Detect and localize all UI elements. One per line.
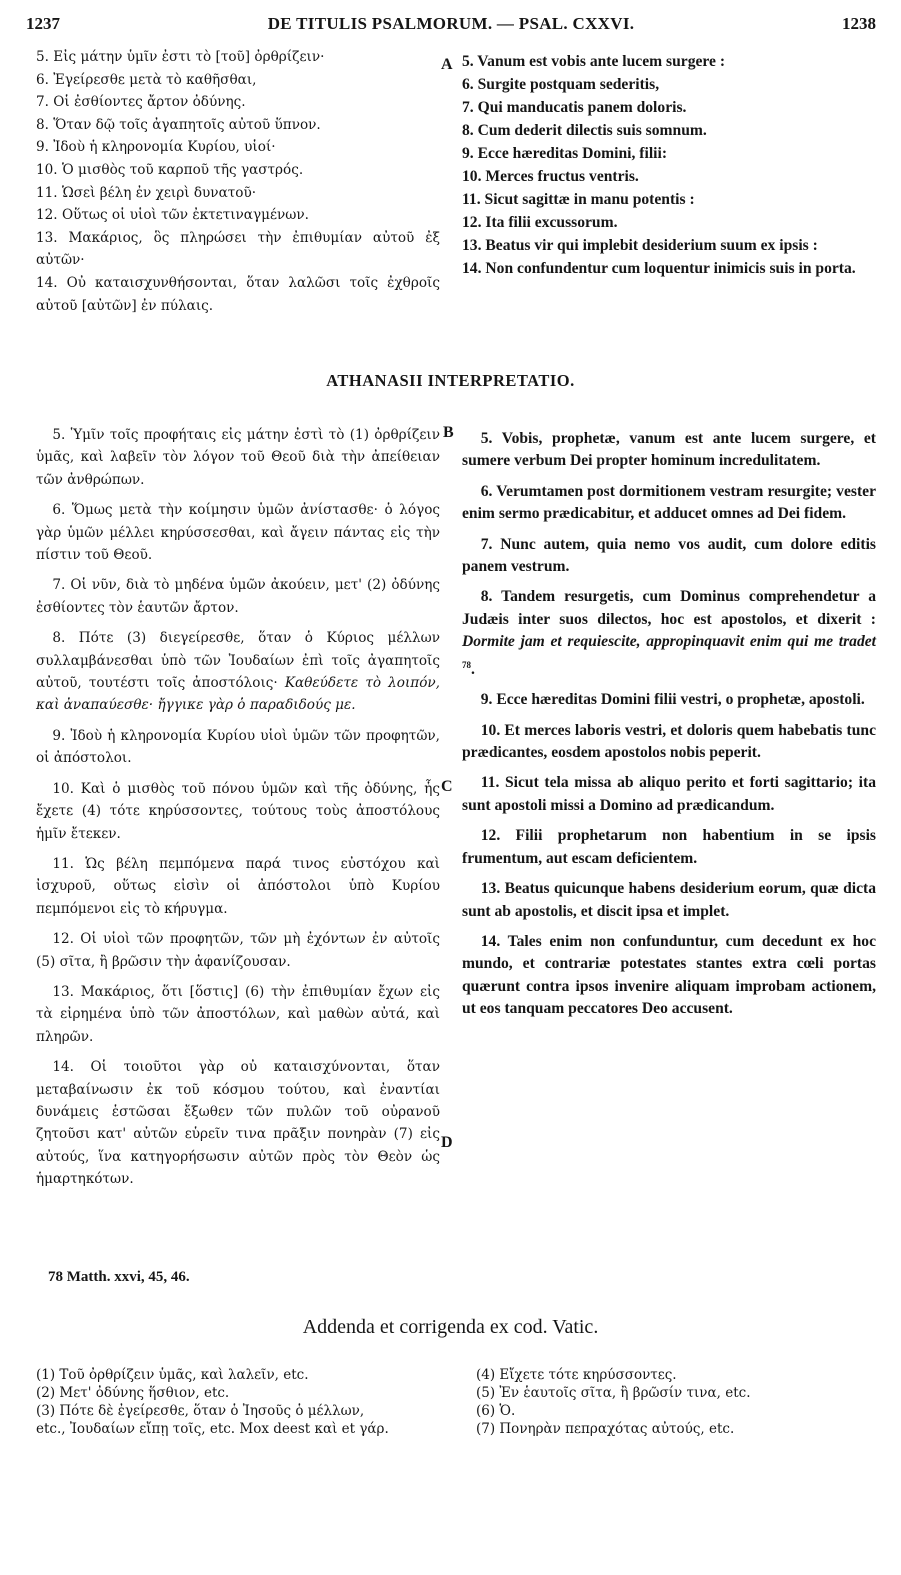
- commentary-greek-paragraph: 12. Οἱ υἱοὶ τῶν προφητῶν, τῶν μὴ ἐχόντων ἐν αὐτοῖς (5) σῖτα, ἢ βρῶσιν τὴν ἀφανίζουσαν.: [36, 931, 440, 970]
- addenda-left: [36, 1366, 389, 1438]
- psalm-latin-verse: 10. Merces fructus ventris.: [462, 168, 639, 185]
- margin-marker-b: B: [443, 424, 454, 441]
- greek8-text: 8. Πότε (3) διεγείρεσθε, ὅταν ὁ Κύριος μέλλων συλλαμβάνεσθαι ὑπὸ τῶν Ἰουδαίων ἐπὶ τοῖς ἀγαπητοῖς αὐτοῦ, τουτέστι τοῖς ἀποστόλοις·: [36, 630, 440, 692]
- psalm-greek-verse: 5. Εἰς μάτην ὑμῖν ἐστι τὸ [τοῦ] ὀρθρίζειν·: [36, 49, 325, 65]
- psalm-greek-verse: 8. Ὅταν δῷ τοῖς ἀγαπητοῖς αὐτοῦ ὕπνον.: [36, 116, 321, 133]
- margin-marker-c: C: [441, 778, 453, 795]
- addenda-item: etc., Ἰουδαίων εἴπῃ τοῖς, etc. Mox deest καὶ et γάρ.: [36, 1421, 389, 1437]
- commentary-greek-paragraph: 7. Οἱ νῦν, διὰ τὸ μηδένα ὑμῶν ἀκούειν, μετ' (2) ὀδύνης ἐσθίοντες τὸν ἑαυτῶν ἄρτον.: [36, 577, 440, 616]
- psalm-latin-verse: 8. Cum dederit dilectis suis somnum.: [462, 122, 707, 139]
- latin8-quotation: Dormite jam et requiescite, appropinquavit enim qui me tradet: [462, 633, 876, 651]
- addenda-item: (6) Ὁ.: [476, 1403, 516, 1419]
- psalm-greek-verse: 7. Οἱ ἐσθίοντες ἄρτον ὀδύνης.: [36, 94, 246, 111]
- addenda-item: (2) Μετ' ὀδύνης ἥσθιον, etc.: [36, 1385, 230, 1401]
- commentary-greek-paragraph: [36, 627, 440, 717]
- commentary-latin-paragraph: 10. Et merces laboris vestri, et doloris quem habebatis tunc prædicantes, eosdem apostolos nobis peperit.: [462, 721, 876, 762]
- addenda-item: (7) Πονηρὰν πεπραχότας αὐτούς, etc.: [476, 1421, 735, 1437]
- running-title: DE TITULIS PSALMORUM. — PSAL. CXXVI.: [267, 14, 635, 33]
- commentary-latin-paragraph: 11. Sicut tela missa ab aliquo perito et forti sagittario; ita sunt apostoli missi a Domino ad prædicandum.: [462, 774, 876, 814]
- page-number-left: 1237: [26, 14, 60, 33]
- commentary-greek-paragraph: 10. Καὶ ὁ μισθὸς τοῦ πόνου ὑμῶν καὶ τῆς ὀδύνης, ἧς ἔχετε (4) τότε κηρύσσοντες, τούτους τοὺς ἀποστόλους ἡμῖν ἔτεκεν.: [36, 780, 440, 842]
- addenda-item: (3) Πότε δὲ ἐγείρεσθε, ὅταν ὁ Ἰησοῦς ὁ μέλλων,: [36, 1403, 365, 1419]
- psalm-greek-verse: 9. Ἰδοὺ ἡ κληρονομία Κυρίου, υἱοί·: [36, 139, 276, 156]
- psalm-greek-verse: 14. Οὐ καταισχυνθήσονται, ὅταν λαλῶσι τοῖς ἐχθροῖς αὐτοῦ [αὐτῶν] ἐν πύλαις.: [36, 274, 440, 314]
- greek8-quotation: Καθεύδετε τὸ λοιπόν, καὶ ἀναπαύεσθε· ἤγγικε γὰρ ὁ παραδιδούς με.: [36, 675, 440, 714]
- commentary-greek-paragraph: 13. Μακάριος, ὅτι [ὅστις] (6) τὴν ἐπιθυμίαν ἔχων εἰς τὰ εἰρημένα ὑπὸ τῶν ἀποστόλων, καὶ μαθὼν αὐτά, καὶ πληρῶν.: [36, 983, 440, 1045]
- psalm-greek-verse: 12. Οὕτως οἱ υἱοὶ τῶν ἐκτετιναγμένων.: [36, 207, 309, 224]
- commentary-latin-paragraph: 14. Tales enim non confunduntur, cum decedunt ex hoc mundo, et contrariæ potestates stantes extra cœli portas quærunt contra ipsos invenire aliquam improbam actionem, ut eos tanquam peccatores Deo accusent.: [462, 932, 876, 1018]
- commentary-latin-paragraph: 9. Ecce hæreditas Domini filii vestri, o prophetæ, apostoli.: [480, 691, 865, 709]
- commentary-greek-paragraph: 14. Οἱ τοιοῦτοι γὰρ οὐ καταισχύνονται, ὅταν μεταβαίνωσιν ἐκ τοῦ κόσμου τούτου, καὶ ἐναντίαι δυνάμεις ἑστῶσαι ἔξωθεν τῶν πυλῶν τοῦ οὐρανοῦ ζητοῦσι κατ' αὐτῶν εὑρεῖν τινα πρᾶξιν πονηρὰν (7) εἰς αὐτούς, ἵνα κατηγορήσωσιν αὐτῶν πρὸς τὸν Θεὸν ὡς ἡμαρτηκότων.: [36, 1059, 440, 1188]
- running-header: [26, 14, 876, 40]
- commentary-greek-paragraph: 5. Ὑμῖν τοῖς προφήταις εἰς μάτην ἐστὶ τὸ (1) ὀρθρίζειν ὑμᾶς, καὶ λαβεῖν τὸν λόγον τοῦ Θεοῦ διὰ τὴν ἀπείθειαν τῶν ἀνθρώπων.: [36, 427, 440, 488]
- psalm-greek-verse: 6. Ἐγείρεσθε μετὰ τὸ καθῆσθαι,: [36, 71, 257, 88]
- section-title: ATHANASII INTERPRETATIO.: [326, 371, 575, 390]
- psalm-latin-verse: 13. Beatus vir qui implebit desiderium suum ex ipsis :: [462, 237, 818, 254]
- psalm-latin-verse: 11. Sicut sagittæ in manu potentis :: [462, 191, 695, 208]
- addenda-right: [476, 1366, 750, 1438]
- psalm-latin-verse: 5. Vanum est vobis ante lucem surgere :: [462, 53, 726, 70]
- addenda-item: (5) Ἐν ἑαυτοῖς σῖτα, ἢ βρῶσίν τινα, etc.: [476, 1385, 751, 1401]
- psalm-latin-verse: 6. Surgite postquam sederitis,: [462, 76, 660, 93]
- psalm-latin-verse: 14. Non confundentur cum loquentur inimicis suis in porta.: [462, 260, 856, 277]
- psalm-latin-verse: 9. Ecce hæreditas Domini, filii:: [462, 145, 668, 162]
- latin8-text: 8. Tandem resurgetis, cum Dominus comprehendetur a Judæis inter suos dilectos, hoc est apostolos, et dixerit :: [462, 588, 876, 628]
- commentary-latin-paragraph: 6. Verumtamen post dormitionem vestram resurgite; vester enim sermo prædicabitur, et adducet omnes ad Dei fidem.: [462, 482, 876, 523]
- addenda-title: Addenda et corrigenda ex cod. Vatic.: [302, 1316, 599, 1338]
- commentary-latin-column: [462, 428, 876, 1029]
- addenda-item: (1) Τοῦ ὀρθρίζειν ὑμᾶς, καὶ λαλεῖν, etc.: [36, 1367, 309, 1383]
- margin-marker-d: D: [441, 1134, 453, 1151]
- commentary-latin-paragraph: 12. Filii prophetarum non habentium in se ipsis frumentum, aut escam deficientem.: [462, 827, 876, 867]
- commentary-greek-paragraph: 11. Ὡς βέλη πεμπόμενα παρά τινος εὐστόχου καὶ ἰσχυροῦ, οὕτως εἰσὶν οἱ ἀπόστολοι ὑπὸ Κυρίου πεμπόμενοι εἰς τὸ κήρυγμα.: [36, 855, 440, 917]
- commentary-greek-paragraph: 6. Ὅμως μετὰ τὴν κοίμησιν ὑμῶν ἀνίστασθε· ὁ λόγος γὰρ ὑμῶν μέλλει κηρύσσεσθαι, καὶ ἄγειν πάντας εἰς τὴν πίστιν τοῦ Θεοῦ.: [36, 502, 440, 564]
- psalm-greek-verse: 10. Ὁ μισθὸς τοῦ καρποῦ τῆς γαστρός.: [36, 161, 304, 178]
- commentary-greek-column: [36, 424, 440, 1199]
- footnote-reference: 78: [462, 659, 471, 670]
- margin-marker-a: A: [441, 56, 453, 73]
- psalm-latin-verse: 12. Ita filii excussorum.: [462, 214, 618, 231]
- footnote: 78 Matth. xxvi, 45, 46.: [48, 1269, 190, 1285]
- psalm-latin-column: [462, 50, 876, 280]
- commentary-latin-paragraph: 8. Tandem resurgetis, cum Dominus comprehendetur a Judæis inter suos dilectos, hoc est apostolos, et dixerit : Dormite jam et requiescite, appropinquavit enim qui me tradet $^{78}$.: [462, 588, 876, 678]
- commentary-latin-paragraph: 5. Vobis, prophetæ, vanum est ante lucem surgere, et sumere verbum Dei propter hominum incredulitatem.: [462, 430, 876, 470]
- commentary-greek-paragraph: 9. Ἰδοὺ ἡ κληρονομία Κυρίου υἱοὶ ὑμῶν τῶν προφητῶν, οἱ ἀπόστολοι.: [36, 727, 440, 767]
- page-number-right: 1238: [842, 14, 876, 33]
- addenda-item: (4) Εἴχετε τότε κηρύσσοντες.: [476, 1367, 677, 1383]
- psalm-latin-verse: 7. Qui manducatis panem doloris.: [462, 99, 687, 116]
- psalm-greek-verse: 11. Ὡσεὶ βέλη ἐν χειρὶ δυνατοῦ·: [36, 184, 257, 201]
- commentary-latin-paragraph: 7. Nunc autem, quia nemo vos audit, cum dolore editis panem vestrum.: [462, 535, 876, 576]
- psalm-greek-column: [36, 46, 440, 317]
- commentary-latin-paragraph: 13. Beatus quicunque habens desiderium eorum, quæ dicta sunt ab apostolis, et discit ipsa et implet.: [462, 880, 876, 920]
- psalm-greek-verse: 13. Μακάριος, ὃς πληρώσει τὴν ἐπιθυμίαν αὐτοῦ ἐξ αὐτῶν·: [36, 229, 440, 269]
